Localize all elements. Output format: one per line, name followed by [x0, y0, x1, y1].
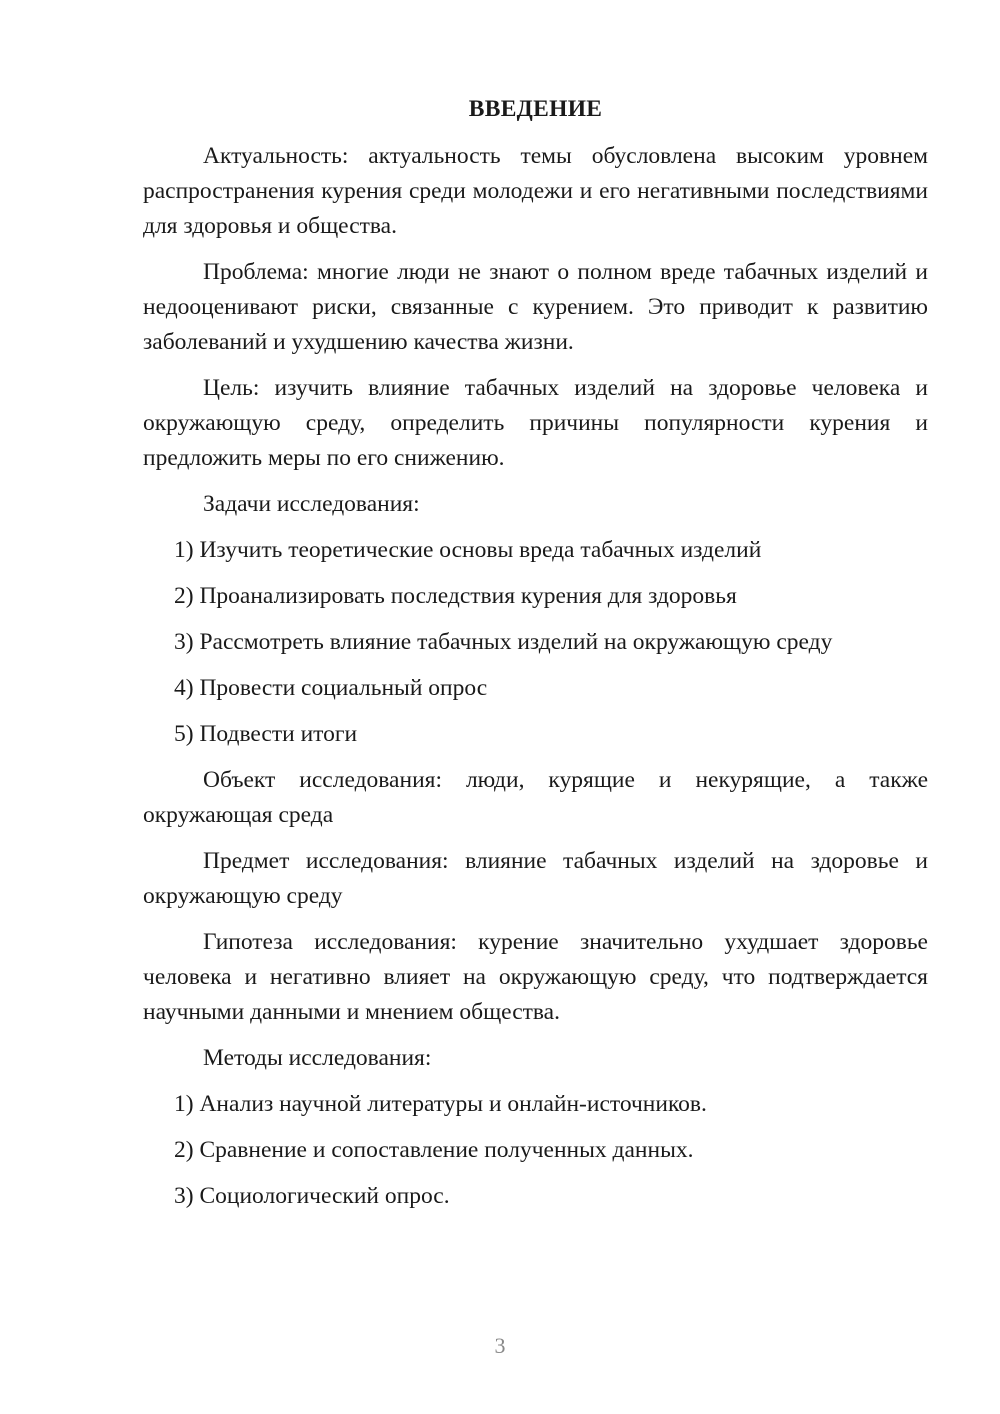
task-item: 3) Рассмотреть влияние табачных изделий на окружающую среду — [174, 629, 833, 655]
task-item: 5) Подвести итоги — [174, 721, 358, 747]
page-title: ВВЕДЕНИЕ — [468, 96, 603, 122]
subject-paragraph: Предмет исследования: влияние табачных изделий на здоровье и окружающую среду — [143, 848, 928, 909]
goal-paragraph: Цель: изучить влияние табачных изделий на здоровье человека и окружающую среду, определить причины популярности курения и предложить меры по его снижению. — [143, 375, 928, 471]
page-number: 3 — [494, 1333, 506, 1358]
method-item: 3) Социологический опрос. — [174, 1183, 450, 1209]
object-paragraph: Объект исследования: люди, курящие и некурящие, а также окружающая среда — [143, 767, 928, 828]
method-item: 1) Анализ научной литературы и онлайн-источников. — [174, 1091, 707, 1117]
problem-paragraph: Проблема: многие люди не знают о полном вреде табачных изделий и недооценивают риски, связанные с курением. Это приводит к развитию заболеваний и ухудшению качества жизни. — [143, 259, 928, 355]
task-item: 2) Проанализировать последствия курения для здоровья — [174, 583, 737, 609]
methods-heading: Методы исследования: — [203, 1045, 432, 1071]
hypothesis-paragraph: Гипотеза исследования: курение значительно ухудшает здоровье человека и негативно влияет на окружающую среду, что подтверждается научными данными и мнением общества. — [143, 929, 928, 1025]
method-item: 2) Сравнение и сопоставление полученных данных. — [174, 1137, 694, 1163]
actuality-paragraph: Актуальность: актуальность темы обусловлена высоким уровнем распространения курения среди молодежи и его негативными последствиями для здоровья и общества. — [143, 143, 928, 239]
task-item: 4) Провести социальный опрос — [174, 675, 488, 701]
page-content — [143, 92, 928, 1225]
tasks-heading: Задачи исследования: — [203, 491, 420, 517]
task-item: 1) Изучить теоретические основы вреда табачных изделий — [174, 537, 762, 563]
